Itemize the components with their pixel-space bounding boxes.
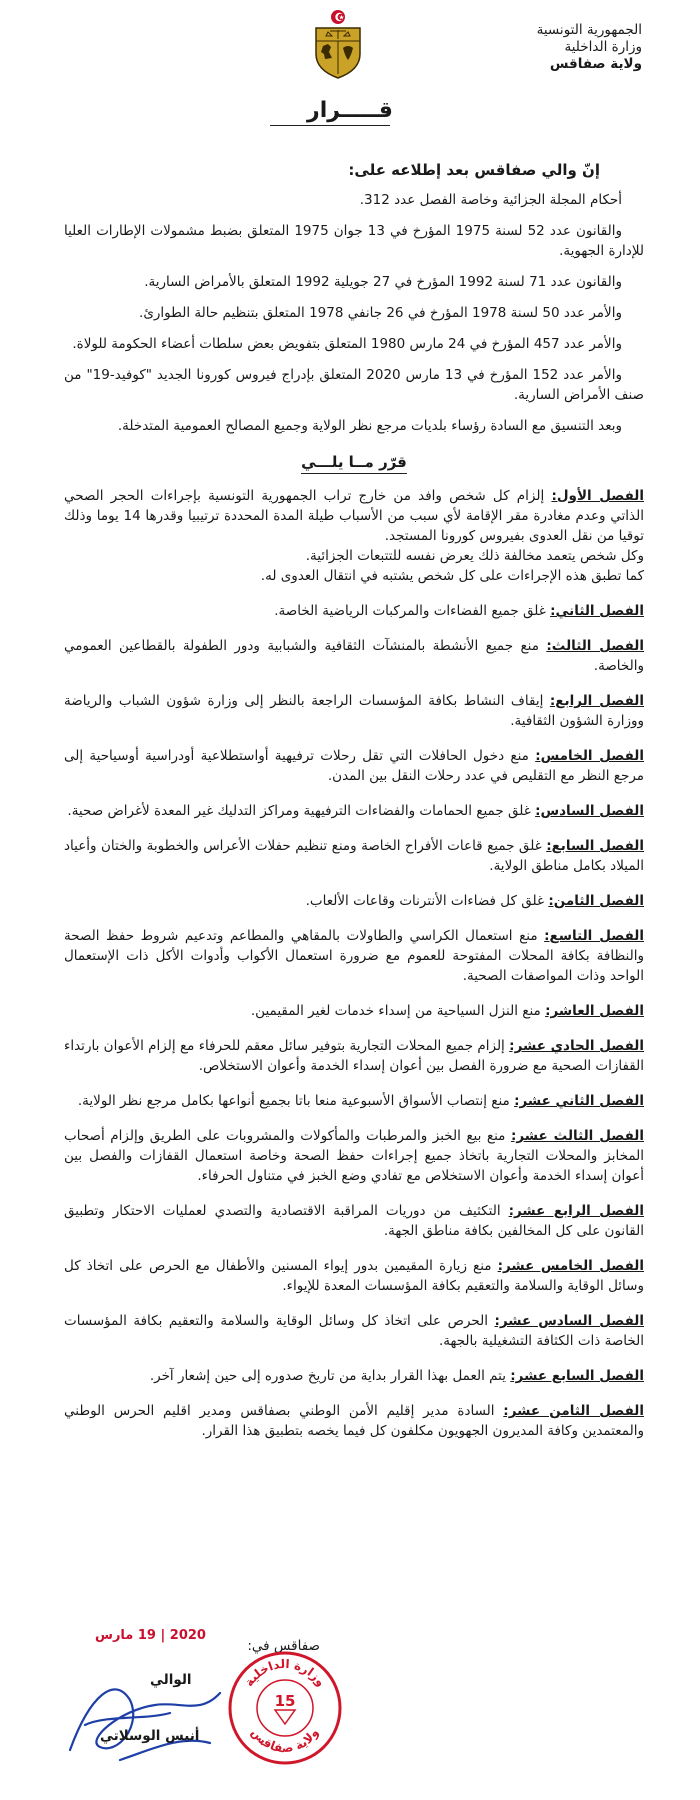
article-text: منع النزل السياحية من إسداء خدمات لغير المقيمين. (250, 1003, 541, 1019)
preamble-item: والقانون عدد 71 لسنة 1992 المؤرخ في 27 جويلية 1992 المتعلق بالأمراض السارية. (144, 274, 622, 290)
article-text: منع جميع الأنشطة بالمنشآت الثقافية والشبابية ودور الطفولة بالقطاعين العمومي والخاصة. (64, 638, 644, 674)
article-6 (64, 801, 644, 821)
article-label: الفصل الثامن عشر: (503, 1403, 644, 1419)
article-16 (64, 1311, 644, 1351)
seal-number: 15 (274, 1692, 296, 1710)
republic-name: الجمهورية التونسية (536, 22, 642, 38)
article-9 (64, 926, 644, 986)
article-text: إلزام جميع المحلات التجارية بتوفير سائل معقم للحرفاء مع إلزام الأعوان بارتداء القفازات الصحية مع ضرورة الفصل بين أعوان إسداء الخدمة وأعوان الاستخلاص. (64, 1038, 644, 1074)
article-label: الفصل السادس: (535, 803, 644, 819)
article-label: الفصل الرابع عشر: (508, 1203, 645, 1219)
signer-name: أنيس الوسلاتي (100, 1728, 200, 1744)
article-text: الحرص على اتخاذ كل وسائل الوقاية والسلامة والتعقيم بكافة المؤسسات الخاصة ذات الكثافة التشغيلية بالجهة. (64, 1313, 644, 1349)
article-label: الفصل الثامن: (548, 893, 644, 909)
article-text: منع زيارة المقيمين بدور إيواء المسنين والأطفال مع الحرص على اتخاذ كل وسائل الوقاية والسلامة والتعقيم بكافة المؤسسات المعدة للإيواء. (64, 1258, 644, 1294)
official-seal-icon (225, 1648, 345, 1768)
decree-body (64, 160, 644, 1456)
preamble-item: والأمر عدد 457 المؤرخ في 24 مارس 1980 المتعلق بتفويض بعض سلطات أعضاء الحكومة للولاة. (72, 336, 622, 352)
decision-heading (64, 452, 644, 472)
governorate-name: ولاية صفاقس (549, 56, 642, 72)
article-text: غلق كل فضاءات الأنترنات وقاعات الألعاب. (305, 893, 545, 909)
article-extra-line: وكل شخص يتعمد مخالفة ذلك يعرض نفسه للتتبعات الجزائية. (305, 548, 644, 564)
article-label: الفصل التاسع: (544, 928, 644, 944)
decision-heading-text: قرّر مــا يلـــي (301, 453, 407, 474)
article-18 (64, 1401, 644, 1441)
article-label: الفصل الثاني: (550, 603, 644, 619)
article-7 (64, 836, 644, 876)
article-text: منع بيع الخبز والمرطبات والمأكولات والمشروبات على الطريق وإلزام أصحاب المخابز والمحلات التجارية باتخاذ جميع إجراءات حفظ الصحة وخاصة استعمال القفازات والفصل بين أعوان إسداء الخدمة وأعوان الاستخلاص مع تفادي وضع الخبز في متناول الحرفاء. (64, 1128, 644, 1184)
article-label: الفصل الخامس: (535, 748, 644, 764)
article-label: الفصل الثالث: (546, 638, 644, 654)
article-text: غلق جميع الفضاءات والمركبات الرياضية الخاصة. (274, 603, 546, 619)
article-text: إلزام كل شخص وافد من خارج تراب الجمهورية التونسية بإجراءات الحجر الصحي الذاتي وعدم مغادرة مقر الإقامة لأي سبب من الأسباب طيلة المدة المحددة ترتيبيا وقدرها 14 يوما وذلك توقيا من نقل العدوى بفيروس كورونا المستجد. (64, 488, 644, 544)
article-text: منع إنتصاب الأسواق الأسبوعية منعا باتا بجميع أنواعها بكامل مرجع نظر الولاية. (77, 1093, 510, 1109)
title-underline (270, 125, 390, 126)
article-13 (64, 1126, 644, 1186)
article-extra-line: كما تطبق هذه الإجراءات على كل شخص يشتبه في انتقال العدوى له. (260, 568, 644, 584)
preamble-item: والقانون عدد 52 لسنة 1975 المؤرخ في 13 جوان 1975 المتعلق بضبط مشمولات الإطارات العليا للإدارة الجهوية. (64, 223, 644, 259)
article-label: الفصل السابع عشر: (510, 1368, 644, 1384)
article-text: التكثيف من دوريات المراقبة الاقتصادية والتصدي لعمليات الاحتكار وتطبيق القانون على كل المخالفين بكافة مناطق الجهة. (64, 1203, 644, 1239)
article-label: الفصل السابع: (546, 838, 645, 854)
letterhead (492, 22, 642, 73)
article-label: الفصل السادس عشر: (494, 1313, 644, 1329)
article-label: الفصل الرابع: (549, 693, 644, 709)
preamble-item: والأمر عدد 50 لسنة 1978 المؤرخ في 26 جانفي 1978 المتعلق بتنظيم حالة الطوارئ. (139, 305, 622, 321)
tunisia-coat-of-arms-icon (308, 8, 368, 80)
article-5 (64, 746, 644, 786)
preamble-item: أحكام المجلة الجزائية وخاصة الفصل عدد 312. (359, 192, 622, 208)
article-text: السادة مدير إقليم الأمن الوطني بصفاقس ومدير اقليم الحرس الوطني والمعتمدين وكافة المديرون الجهويون مكلفون كل فيما يخصه بتطبيق هذا القرار. (64, 1403, 644, 1439)
article-label: الفصل الثالث عشر: (510, 1128, 644, 1144)
svg-text:ولاية صفاقس (248, 1725, 322, 1755)
article-11 (64, 1036, 644, 1076)
place-and-date-label: صفاقس في: (247, 1638, 320, 1654)
preamble-item: والأمر عدد 152 المؤرخ في 13 مارس 2020 المتعلق بإدراج فيروس كورونا الجديد "كوفيد-19" من صنف الأمراض السارية. (64, 367, 644, 403)
handwritten-signature-icon (60, 1655, 230, 1775)
article-label: الفصل الحادي عشر: (509, 1038, 645, 1054)
preamble-heading: إنّ والي صفاقس بعد إطلاعه على: (348, 161, 600, 179)
article-12 (64, 1091, 644, 1111)
article-10 (64, 1001, 644, 1021)
article-15 (64, 1256, 644, 1296)
article-text: يتم العمل بهذا القرار بداية من تاريخ صدوره إلى حين إشعار آخر. (149, 1368, 506, 1384)
article-text: منع استعمال الكراسي والطاولات بالمقاهي والمطاعم وتدعيم شروط حفظ الصحة والنظافة بكافة المحلات المفتوحة للعموم مع ضرورة استعمال الأكواب وأدوات الأكل ذات الإستعمال الواحد وذات المواصفات الصحية. (64, 928, 644, 984)
ministry-name: وزارة الداخلية (564, 39, 642, 55)
article-text: منع دخول الحافلات التي تقل رحلات ترفيهية أواستطلاعية أودراسية أوسياحية إلى مرجع النظر مع التقليص في عدد رحلات النقل بين المدن. (64, 748, 644, 784)
preamble-item: وبعد التنسيق مع السادة رؤساء بلديات مرجع نظر الولاية وجميع المصالح العمومية المتدخلة. (117, 418, 622, 434)
article-8 (64, 891, 644, 911)
signer-title: الوالي (150, 1672, 192, 1688)
seal-top-text: وزارة الداخلية (241, 1656, 329, 1690)
article-1 (64, 486, 644, 586)
article-text: غلق جميع قاعات الأفراح الخاصة ومنع تنظيم حفلات الأعراس والخطوبة والختان وأعياد الميلاد بكامل مناطق الولاية. (64, 838, 644, 874)
article-text: إيقاف النشاط بكافة المؤسسات الراجعة بالنظر إلى وزارة شؤون الشباب والرياضة ووزارة الشؤون الثقافية. (64, 693, 644, 729)
article-3 (64, 636, 644, 676)
date-stamp: 2020 | 19 مارس (95, 1628, 206, 1643)
article-label: الفصل العاشر: (545, 1003, 644, 1019)
article-label: الفصل الثاني عشر: (514, 1093, 644, 1109)
article-17 (64, 1366, 644, 1386)
article-4 (64, 691, 644, 731)
seal-bottom-text: ولاية صفاقس (248, 1725, 322, 1756)
article-14 (64, 1201, 644, 1241)
article-label: الفصل الخامس عشر: (497, 1258, 644, 1274)
article-label: الفصل الأول: (551, 488, 645, 504)
decree-title: قـــــرار (307, 98, 393, 123)
article-2 (64, 601, 644, 621)
article-text: غلق جميع الحمامات والفضاءات الترفيهية ومراكز التدليك غير المعدة لأغراض صحية. (67, 803, 531, 819)
